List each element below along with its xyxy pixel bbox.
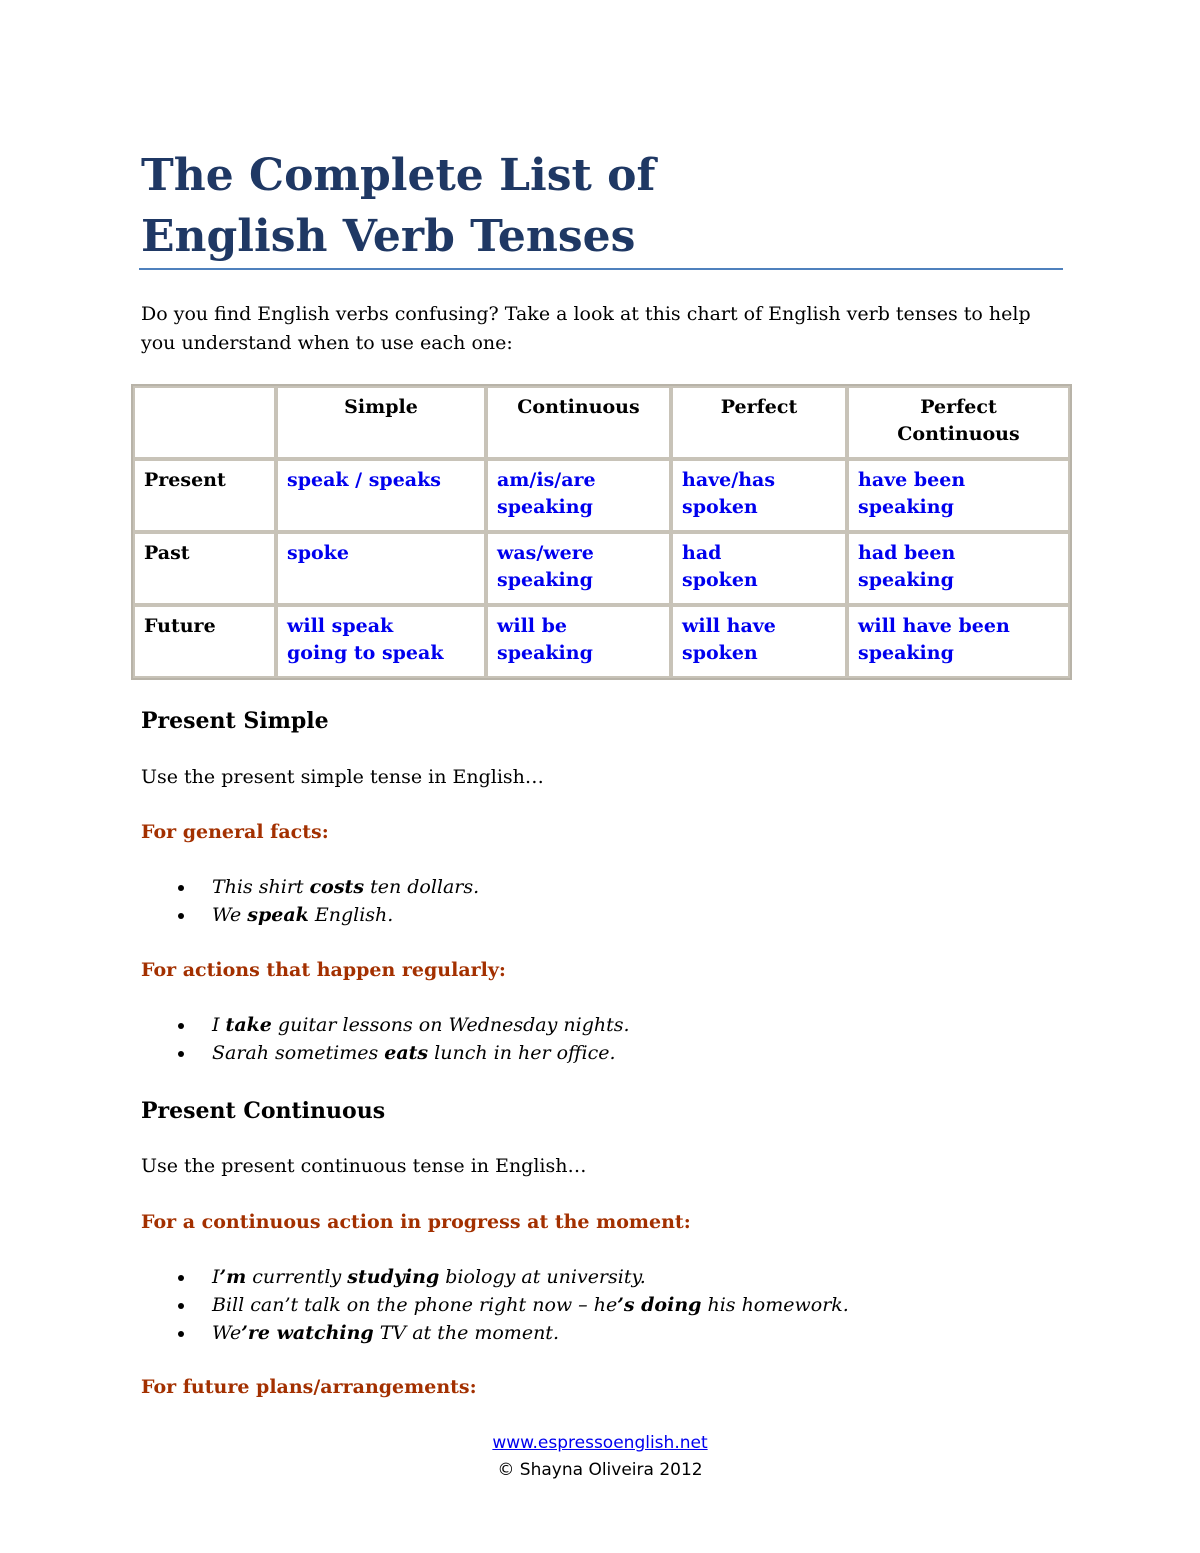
example-verb: costs — [309, 876, 365, 898]
cell-past-continuous: was/were speaking — [486, 532, 671, 605]
example-verb: studying — [347, 1266, 440, 1288]
title-line-1: The Complete List of — [141, 150, 656, 201]
website-link[interactable]: www.espressoenglish.net — [492, 1433, 708, 1453]
example-item — [141, 1263, 1041, 1291]
footer — [0, 1430, 1200, 1484]
title-line-2: English Verb Tenses — [141, 211, 636, 262]
copyright-notice: © Shayna Oliveira 2012 — [497, 1460, 703, 1480]
bullet-icon — [178, 1023, 184, 1029]
example-text: Bill can’t talk on the phone right now – he — [212, 1294, 618, 1316]
row-label-past: Past — [133, 532, 276, 605]
example-list — [141, 1011, 1041, 1067]
cell-future-continuous: will be speaking — [486, 605, 671, 678]
bullet-icon — [178, 1331, 184, 1337]
cell-past-simple: spoke — [276, 532, 486, 605]
cell-past-perfect: had spoken — [671, 532, 847, 605]
example-item — [141, 1039, 1041, 1067]
cell-future-simple: will speak going to speak — [276, 605, 486, 678]
heading-present-continuous: Present Continuous — [141, 1098, 386, 1124]
table-row — [133, 459, 1070, 532]
example-verb: ’m — [219, 1266, 247, 1288]
example-verb: ’s doing — [617, 1294, 702, 1316]
cell-future-perfect-continuous: will have been speaking — [847, 605, 1070, 678]
example-item — [141, 1291, 1041, 1319]
example-text: Sarah sometimes — [212, 1042, 385, 1064]
example-verb: ’re watching — [241, 1322, 374, 1344]
example-item — [141, 901, 1041, 929]
bullet-icon — [178, 1275, 184, 1281]
cell-present-perfect-continuous: have been speaking — [847, 459, 1070, 532]
row-label-present: Present — [133, 459, 276, 532]
lead-present-simple: Use the present simple tense in English… — [141, 766, 544, 788]
example-text: ten dollars. — [364, 876, 480, 898]
example-text: currently — [246, 1266, 348, 1288]
subheading-general-facts: For general facts: — [141, 821, 329, 843]
example-verb: speak — [247, 904, 309, 926]
example-list — [141, 1263, 1041, 1347]
table-header-row — [133, 386, 1070, 459]
bullet-icon — [178, 1051, 184, 1057]
header-cell-perfect: Perfect — [671, 386, 847, 459]
example-text: We — [212, 904, 248, 926]
example-text: I — [212, 1266, 220, 1288]
header-cell-empty — [133, 386, 276, 459]
heading-present-simple: Present Simple — [141, 708, 329, 734]
cell-future-perfect: will have spoken — [671, 605, 847, 678]
row-label-future: Future — [133, 605, 276, 678]
document-title — [141, 145, 1061, 267]
subheading-regular-actions: For actions that happen regularly: — [141, 959, 506, 981]
intro-paragraph: Do you find English verbs confusing? Take a look at this chart of English verb tenses to help you understand when to use each one: — [141, 303, 1031, 354]
table-row — [133, 532, 1070, 605]
example-verb: take — [225, 1014, 272, 1036]
example-text: English. — [308, 904, 394, 926]
cell-present-simple: speak / speaks — [276, 459, 486, 532]
bullet-icon — [178, 913, 184, 919]
example-verb: eats — [384, 1042, 429, 1064]
bullet-icon — [178, 1303, 184, 1309]
example-item — [141, 873, 1041, 901]
title-underline — [139, 268, 1063, 270]
example-list — [141, 873, 1041, 929]
example-text: biology at university. — [439, 1266, 646, 1288]
example-text: lunch in her office. — [428, 1042, 616, 1064]
example-item — [141, 1011, 1041, 1039]
example-text: his homework. — [701, 1294, 849, 1316]
cell-past-perfect-continuous: had been speaking — [847, 532, 1070, 605]
cell-present-perfect: have/has spoken — [671, 459, 847, 532]
lead-present-continuous: Use the present continuous tense in English… — [141, 1155, 587, 1177]
example-text: guitar lessons on Wednesday nights. — [271, 1014, 630, 1036]
example-text: This shirt — [212, 876, 310, 898]
subheading-future-plans: For future plans/arrangements: — [141, 1376, 477, 1398]
example-text: TV at the moment. — [373, 1322, 559, 1344]
example-text: I — [212, 1014, 226, 1036]
subheading-action-in-progress: For a continuous action in progress at the moment: — [141, 1211, 691, 1233]
header-cell-continuous: Continuous — [486, 386, 671, 459]
bullet-icon — [178, 885, 184, 891]
cell-present-continuous: am/is/are speaking — [486, 459, 671, 532]
table-row — [133, 605, 1070, 678]
header-cell-perfect-continuous: Perfect Continuous — [847, 386, 1070, 459]
example-item — [141, 1319, 1041, 1347]
header-cell-simple: Simple — [276, 386, 486, 459]
example-text: We — [212, 1322, 242, 1344]
verb-tenses-table — [131, 384, 1072, 680]
